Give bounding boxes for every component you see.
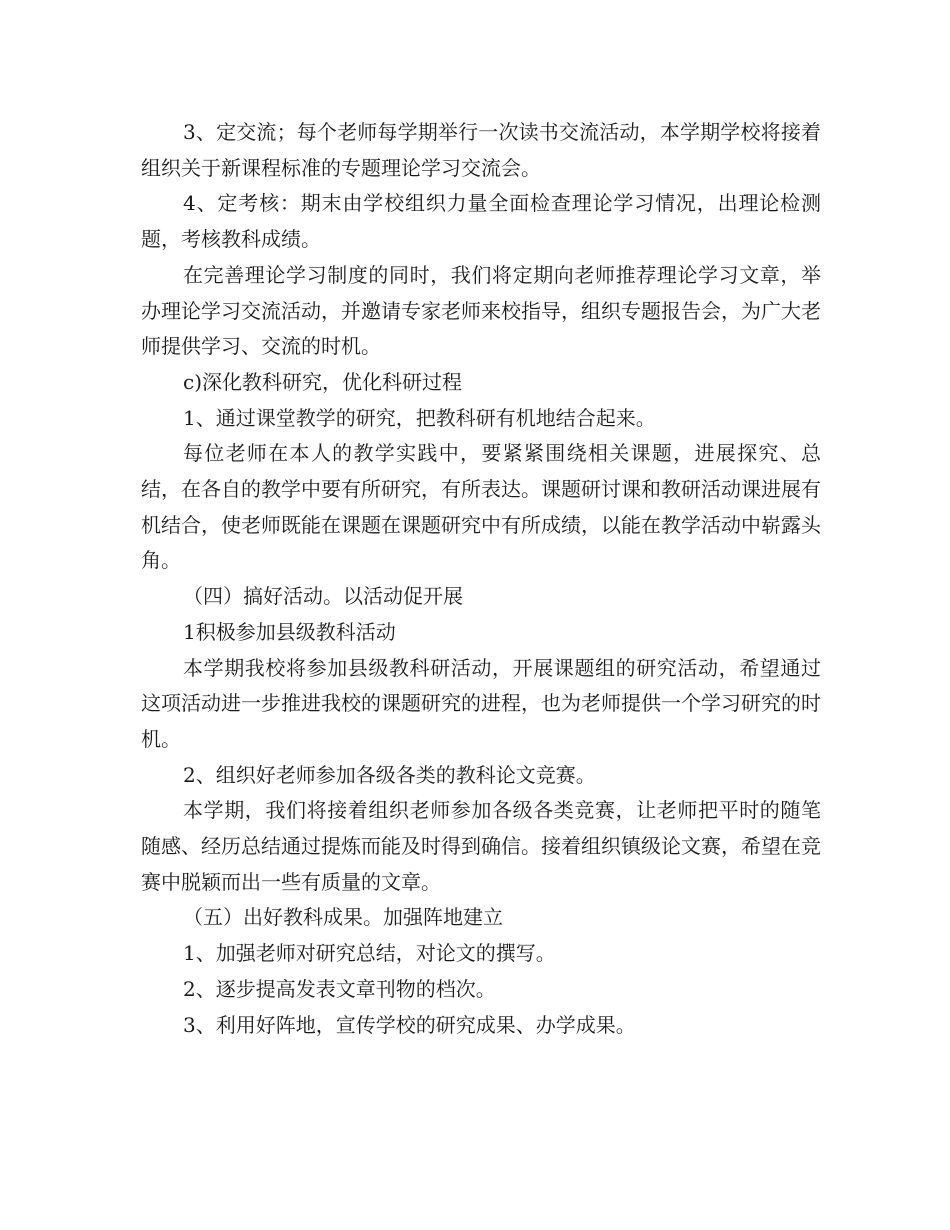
section-heading: （四）搞好活动。以活动促开展 (183, 584, 463, 609)
paragraph: 2、组织好老师参加各级各类的教科论文竞赛。 (183, 762, 596, 787)
paragraph: 3、利用好阵地，宣传学校的研究成果、办学成果。 (183, 1012, 636, 1037)
paragraph: 2、逐步提高发表文章刊物的档次。 (183, 976, 496, 1001)
document-body (141, 115, 821, 1043)
paragraph: 1、加强老师对研究总结，对论文的撰写。 (183, 941, 556, 966)
section-heading: （五）出好教科成果。加强阵地建立 (183, 905, 503, 930)
section-heading: c)深化教科研究，优化科研过程 (183, 369, 463, 394)
paragraph: 1、通过课堂教学的研究，把教科研有机地结合起来。 (183, 405, 656, 430)
paragraph: 4、定考核：期末由学校组织力量全面检查理论学习情况，出理论检测题，考核教科成绩。 (141, 191, 821, 252)
paragraph: 3、定交流；每个老师每学期举行一次读书交流活动，本学期学校将接着组织关于新课程标准的专题理论学习交流会。 (141, 120, 821, 180)
paragraph: 1积极参加县级教科活动 (183, 619, 396, 644)
paragraph: 本学期我校将参加县级教科研活动，开展课题组的研究活动，希望通过这项活动进一步推进我校的课题研究的进程，也为老师提供一个学习研究的时机。 (141, 655, 821, 751)
paragraph: 每位老师在本人的教学实践中，要紧紧围绕相关课题，进展探究、总结，在各自的教学中要有所研究，有所表达。课题研讨课和教研活动课进展有机结合，使老师既能在课题在课题研究中有所成绩，以能在教学活动中崭露头角。 (141, 441, 821, 573)
paragraph: 在完善理论学习制度的同时，我们将定期向老师推荐理论学习文章，举办理论学习交流活动，并邀请专家老师来校指导，组织专题报告会，为广大老师提供学习、交流的时机。 (141, 262, 821, 359)
paragraph: 本学期，我们将接着组织老师参加各级各类竞赛，让老师把平时的随笔随感、经历总结通过提炼而能及时得到确信。接着组织镇级论文赛，希望在竞赛中脱颖而出一些有质量的文章。 (141, 798, 821, 894)
